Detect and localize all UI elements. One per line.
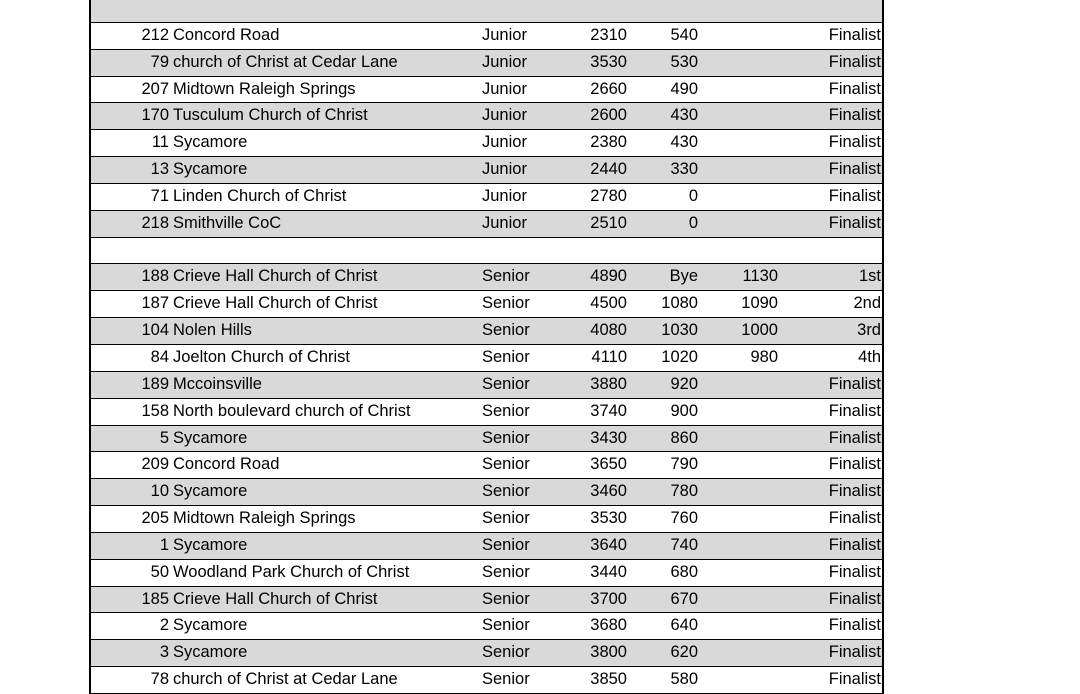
score-round-3-cell — [711, 479, 778, 505]
table-row — [91, 399, 882, 426]
table-row — [91, 479, 882, 506]
team-id-cell: 1 — [159, 535, 169, 554]
placement-cell: Finalist — [828, 213, 881, 232]
score-round-2-cell: 680 — [670, 562, 698, 581]
team-id-cell: 187 — [141, 294, 169, 313]
score-round-2-cell: 760 — [670, 509, 698, 528]
team-name-cell: Nolen Hills — [173, 321, 252, 340]
score-round-1-cell: 3880 — [590, 374, 627, 393]
team-name-cell: church of Christ at Cedar Lane — [173, 670, 398, 689]
table-row — [91, 667, 882, 694]
placement-cell: Finalist — [828, 589, 881, 608]
division-cell: Senior — [482, 267, 530, 286]
table-row — [91, 587, 882, 614]
score-round-1-cell: 2660 — [590, 79, 627, 98]
score-round-1-cell: 2440 — [590, 160, 627, 179]
table-row — [91, 640, 882, 667]
score-round-3-cell — [711, 238, 778, 264]
team-id-cell: 2 — [159, 616, 169, 635]
division-cell: Senior — [482, 562, 530, 581]
table-row — [91, 77, 882, 104]
division-cell: Senior — [482, 670, 530, 689]
score-round-3-cell — [711, 426, 778, 452]
score-round-3-cell — [711, 23, 778, 49]
division-cell: Senior — [482, 589, 530, 608]
table-row — [91, 372, 882, 399]
score-round-3-cell — [711, 640, 778, 666]
score-round-3-cell — [711, 0, 778, 22]
division-cell: Junior — [482, 213, 527, 232]
placement-cell: Finalist — [828, 535, 881, 554]
division-cell: Senior — [482, 616, 530, 635]
team-id-cell: 11 — [151, 133, 169, 152]
placement-cell: Finalist — [828, 455, 881, 474]
team-id-cell: 104 — [141, 321, 169, 340]
team-id-cell: 207 — [141, 79, 169, 98]
team-name-cell: church of Christ at Cedar Lane — [173, 52, 398, 71]
team-name-cell: Sycamore — [173, 428, 248, 447]
placement-cell: Finalist — [828, 106, 881, 125]
score-round-1-cell: 3640 — [590, 535, 627, 554]
placement-cell: Finalist — [828, 25, 881, 44]
score-round-1-cell: 3460 — [590, 482, 627, 501]
table-row — [91, 264, 882, 291]
score-round-2-cell: 640 — [670, 616, 698, 635]
team-name-cell: Midtown Raleigh Springs — [173, 509, 356, 528]
score-round-3-cell — [711, 399, 778, 425]
placement-cell: Finalist — [828, 79, 881, 98]
team-id-cell: 84 — [150, 347, 169, 366]
division-cell: Senior — [482, 482, 530, 501]
division-cell: Junior — [482, 160, 527, 179]
table-row — [91, 560, 882, 587]
team-name-cell: Concord Road — [173, 455, 280, 474]
score-round-3-cell — [711, 211, 778, 237]
division-cell: Junior — [482, 106, 527, 125]
placement-cell: Finalist — [828, 616, 881, 635]
division-cell: Senior — [482, 321, 530, 340]
team-name-cell: Tusculum Church of Christ — [173, 106, 368, 125]
score-round-3-cell — [711, 130, 778, 156]
score-round-3-cell — [711, 587, 778, 613]
score-round-2-cell: 920 — [670, 374, 698, 393]
team-name-cell: Crieve Hall Church of Christ — [173, 589, 378, 608]
placement-cell: Finalist — [828, 160, 881, 179]
team-name-cell: Sycamore — [173, 133, 248, 152]
score-round-1-cell: 3850 — [590, 670, 627, 689]
score-round-1-cell: 3740 — [590, 401, 627, 420]
division-cell: Senior — [482, 428, 530, 447]
team-id-cell — [91, 0, 169, 22]
placement-cell: Finalist — [828, 186, 881, 205]
team-id-cell: 5 — [159, 428, 169, 447]
score-round-3-cell: 1000 — [741, 321, 778, 340]
team-id-cell: 78 — [150, 670, 169, 689]
team-name-cell: Sycamore — [173, 643, 248, 662]
placement-cell: Finalist — [828, 562, 881, 581]
score-round-3-cell — [711, 506, 778, 532]
team-id-cell: 10 — [150, 482, 169, 501]
team-name-cell: Midtown Raleigh Springs — [173, 79, 356, 98]
team-id-cell — [91, 238, 169, 264]
division-cell — [482, 238, 572, 264]
score-round-1-cell: 3700 — [590, 589, 627, 608]
team-id-cell: 209 — [141, 455, 169, 474]
team-name-cell: Crieve Hall Church of Christ — [173, 267, 378, 286]
table-spacer-row — [91, 0, 882, 23]
score-round-2-cell: 780 — [670, 482, 698, 501]
score-round-2-cell: 740 — [670, 535, 698, 554]
table-row — [91, 506, 882, 533]
placement-cell: Finalist — [828, 509, 881, 528]
score-round-3-cell — [711, 184, 778, 210]
team-id-cell: 71 — [150, 186, 169, 205]
results-table — [89, 0, 884, 694]
division-cell — [482, 0, 572, 22]
table-row — [91, 452, 882, 479]
score-round-2-cell: 530 — [670, 52, 698, 71]
team-name-cell: Sycamore — [173, 616, 248, 635]
division-cell: Senior — [482, 294, 530, 313]
division-cell: Senior — [482, 643, 530, 662]
score-round-1-cell: 3800 — [590, 643, 627, 662]
placement-cell: Finalist — [828, 428, 881, 447]
score-round-1-cell: 2780 — [590, 186, 627, 205]
table-row — [91, 318, 882, 345]
team-id-cell: 212 — [141, 25, 169, 44]
score-round-2-cell: 670 — [670, 589, 698, 608]
team-id-cell: 158 — [141, 401, 169, 420]
score-round-1-cell: 3530 — [590, 509, 627, 528]
division-cell: Senior — [482, 509, 530, 528]
placement-cell: 2nd — [853, 294, 881, 313]
team-id-cell: 50 — [150, 562, 169, 581]
division-cell: Junior — [482, 25, 527, 44]
score-round-3-cell — [711, 103, 778, 129]
score-round-2-cell: 330 — [670, 160, 698, 179]
team-name-cell: Linden Church of Christ — [173, 186, 347, 205]
placement-cell: Finalist — [828, 52, 881, 71]
table-row — [91, 291, 882, 318]
team-id-cell: 218 — [141, 213, 169, 232]
division-cell: Senior — [482, 347, 530, 366]
team-name-cell — [173, 0, 473, 22]
score-round-3-cell: 1090 — [741, 294, 778, 313]
team-id-cell: 79 — [150, 52, 169, 71]
placement-cell: 4th — [858, 347, 881, 366]
score-round-1-cell: 3680 — [590, 616, 627, 635]
team-name-cell: Crieve Hall Church of Christ — [173, 294, 378, 313]
placement-cell: Finalist — [828, 374, 881, 393]
score-round-2-cell: 1080 — [661, 294, 698, 313]
team-name-cell: North boulevard church of Christ — [173, 401, 411, 420]
placement-cell — [781, 238, 881, 264]
table-row — [91, 130, 882, 157]
division-cell: Junior — [482, 52, 527, 71]
team-name-cell: Woodland Park Church of Christ — [173, 562, 410, 581]
score-round-1-cell: 2380 — [590, 133, 627, 152]
team-name-cell — [173, 238, 473, 264]
score-round-2-cell: 790 — [670, 455, 698, 474]
table-row — [91, 533, 882, 560]
score-round-1-cell: 2600 — [590, 106, 627, 125]
team-name-cell: Smithville CoC — [173, 213, 282, 232]
table-row — [91, 613, 882, 640]
placement-cell: 3rd — [857, 321, 881, 340]
score-round-2-cell: 1030 — [661, 321, 698, 340]
score-round-3-cell: 1130 — [742, 267, 778, 286]
table-row — [91, 184, 882, 211]
placement-cell: Finalist — [828, 670, 881, 689]
team-id-cell: 185 — [141, 589, 169, 608]
score-round-2-cell: 900 — [670, 401, 698, 420]
division-cell: Junior — [482, 133, 527, 152]
score-round-2-cell: 1020 — [661, 347, 698, 366]
table-row — [91, 157, 882, 184]
score-round-2-cell — [631, 0, 698, 22]
placement-cell — [781, 0, 881, 22]
table-row — [91, 50, 882, 77]
team-name-cell: Sycamore — [173, 535, 248, 554]
score-round-1-cell: 4110 — [591, 347, 627, 366]
table-row — [91, 211, 882, 238]
placement-cell: Finalist — [828, 482, 881, 501]
team-name-cell: Concord Road — [173, 25, 280, 44]
team-id-cell: 3 — [159, 643, 169, 662]
score-round-2-cell: 0 — [688, 213, 698, 232]
score-round-1-cell: 2310 — [590, 25, 627, 44]
score-round-3-cell — [711, 613, 778, 639]
score-round-2-cell: 430 — [670, 106, 698, 125]
score-round-1-cell: 3530 — [590, 52, 627, 71]
table-row — [91, 426, 882, 453]
table-row — [91, 345, 882, 372]
score-round-2-cell: 620 — [670, 643, 698, 662]
table-row — [91, 103, 882, 130]
score-round-3-cell — [711, 452, 778, 478]
score-round-1-cell: 2510 — [590, 213, 627, 232]
score-round-1-cell: 3440 — [590, 562, 627, 581]
placement-cell: Finalist — [828, 643, 881, 662]
team-id-cell: 13 — [150, 160, 169, 179]
score-round-1-cell: 4500 — [590, 294, 627, 313]
score-round-2-cell: 490 — [670, 79, 698, 98]
score-round-1-cell — [561, 0, 627, 22]
score-round-1-cell: 3430 — [590, 428, 627, 447]
division-cell: Junior — [482, 186, 527, 205]
score-round-1-cell — [561, 238, 627, 264]
team-id-cell: 189 — [141, 374, 169, 393]
team-name-cell: Sycamore — [173, 482, 248, 501]
placement-cell: Finalist — [828, 133, 881, 152]
score-round-3-cell — [711, 372, 778, 398]
score-round-2-cell: Bye — [669, 267, 698, 286]
score-round-1-cell: 3650 — [590, 455, 627, 474]
score-round-2-cell: 0 — [688, 186, 698, 205]
division-cell: Senior — [482, 535, 530, 554]
division-cell: Senior — [482, 401, 530, 420]
score-round-2-cell: 860 — [670, 428, 698, 447]
score-round-3-cell: 980 — [750, 347, 778, 366]
table-spacer-row — [91, 238, 882, 265]
team-id-cell: 188 — [141, 267, 169, 286]
score-round-1-cell: 4080 — [590, 321, 627, 340]
team-name-cell: Joelton Church of Christ — [173, 347, 350, 366]
score-round-2-cell: 430 — [670, 133, 698, 152]
score-round-3-cell — [711, 77, 778, 103]
division-cell: Senior — [482, 374, 530, 393]
team-name-cell: Mccoinsville — [173, 374, 262, 393]
team-name-cell: Sycamore — [173, 160, 248, 179]
score-round-3-cell — [711, 533, 778, 559]
score-round-3-cell — [711, 560, 778, 586]
score-round-2-cell: 580 — [670, 670, 698, 689]
score-round-2-cell — [631, 238, 698, 264]
score-round-3-cell — [711, 667, 778, 693]
score-round-3-cell — [711, 157, 778, 183]
division-cell: Junior — [482, 79, 527, 98]
score-round-2-cell: 540 — [670, 25, 698, 44]
team-id-cell: 170 — [141, 106, 169, 125]
placement-cell: Finalist — [828, 401, 881, 420]
score-round-1-cell: 4890 — [590, 267, 627, 286]
team-id-cell: 205 — [141, 509, 169, 528]
placement-cell: 1st — [858, 267, 881, 286]
score-round-3-cell — [711, 50, 778, 76]
table-row — [91, 23, 882, 50]
division-cell: Senior — [482, 455, 530, 474]
